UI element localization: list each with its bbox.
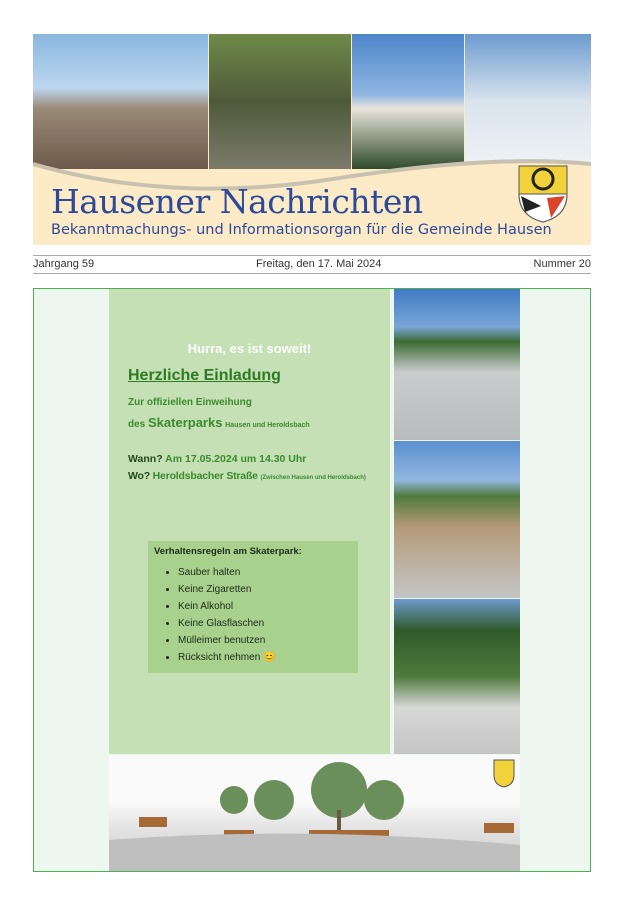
park-name: Skaterparks xyxy=(148,415,223,430)
intro-text: Hurra, es ist soweit! xyxy=(187,341,312,356)
when-line xyxy=(128,453,306,465)
divider xyxy=(33,255,591,256)
rule-item: • Keine Glasflaschen xyxy=(178,615,276,632)
newspaper-subtitle: Bekanntmachungs- und Informationsorgan für die Gemeinde Hausen xyxy=(51,222,552,238)
rule-text: Rücksicht nehmen xyxy=(178,652,261,663)
rule-item xyxy=(178,649,276,666)
photo-skatepark-3 xyxy=(394,599,520,754)
park-line xyxy=(128,415,310,430)
where-note: (Zwischen Hausen und Heroldsbach) xyxy=(260,475,366,481)
where-label: Wo? xyxy=(128,470,150,482)
smiley-icon: 😊 xyxy=(263,652,276,663)
volume: Jahrgang 59 xyxy=(33,258,95,270)
photo-skatepark-1 xyxy=(394,289,520,440)
when-value: Am 17.05.2024 um 14.30 Uhr xyxy=(165,453,307,465)
rule-item: • Mülleimer benutzen xyxy=(178,632,276,649)
issue-date: Freitag, den 17. Mai 2024 xyxy=(256,258,382,270)
rules-box xyxy=(148,541,358,673)
occasion-line: Zur offiziellen Einweihung xyxy=(128,397,252,408)
skatepark-rendering xyxy=(109,755,520,871)
rule-item: • Kein Alkohol xyxy=(178,598,276,615)
masthead-banner xyxy=(33,34,591,245)
rule-item: • Sauber halten xyxy=(178,564,276,581)
rules-title: Verhaltensregeln am Skaterpark: xyxy=(154,546,302,557)
divider xyxy=(33,273,591,274)
invitation-heading: Herzliche Einladung xyxy=(128,367,281,384)
where-value: Heroldsbacher Straße xyxy=(152,470,258,482)
coat-of-arms-icon xyxy=(517,164,569,224)
photo-skatepark-2 xyxy=(394,441,520,598)
park-location: Hausen und Heroldsbach xyxy=(225,422,310,429)
newspaper-title: Hausener Nachrichten xyxy=(51,182,423,221)
invitation-panel xyxy=(109,289,390,754)
where-line xyxy=(128,470,366,482)
rule-item: • Keine Zigaretten xyxy=(178,581,276,598)
park-prefix: des xyxy=(128,419,146,430)
rules-list xyxy=(148,564,276,666)
rendering-illustration xyxy=(109,755,520,871)
issue-number: Nummer 20 xyxy=(533,258,591,270)
when-label: Wann? xyxy=(128,453,163,465)
